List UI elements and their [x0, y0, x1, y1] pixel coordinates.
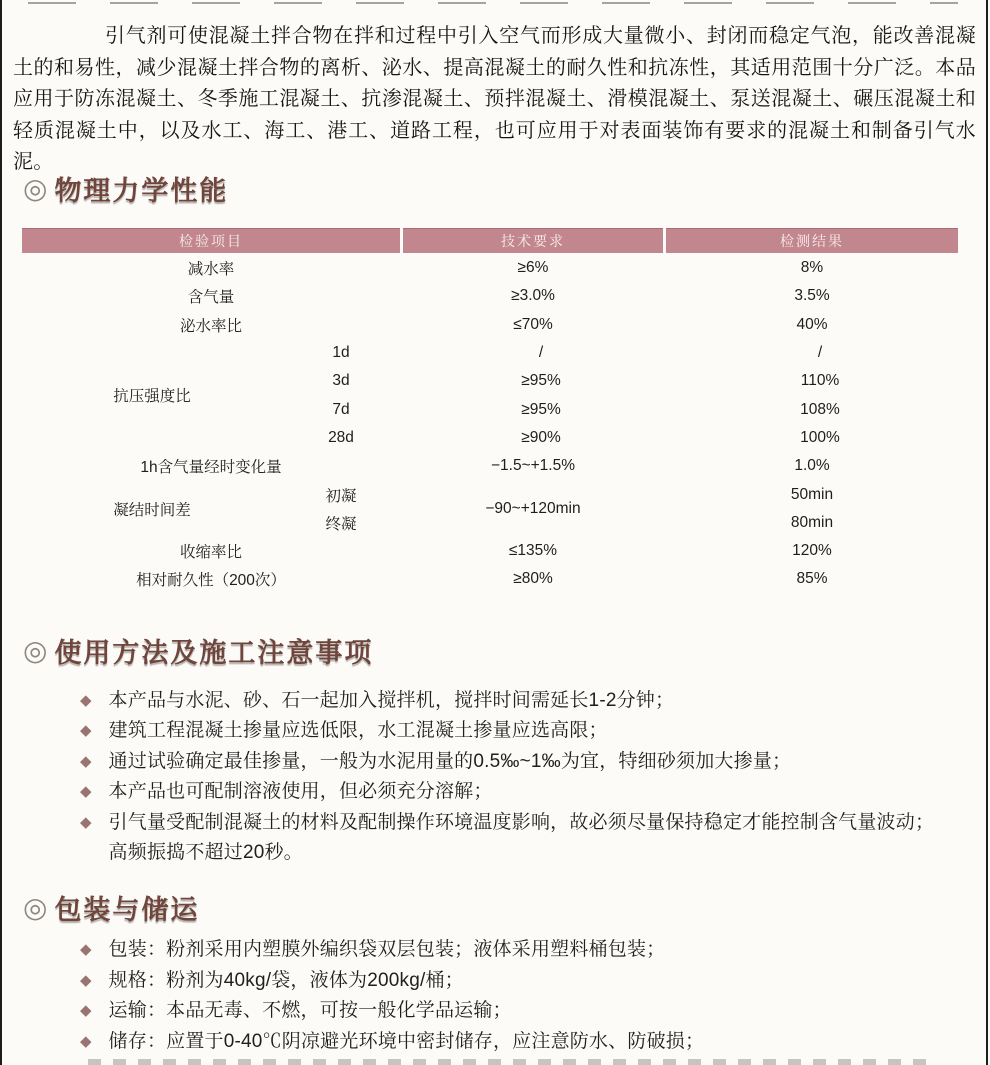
bullet-text: 通过试验确定最佳掺量，一般为水泥用量的0.5‰~1‰为宜，特细砂须加大掺量；: [108, 750, 792, 772]
cell-sub-label: 28d: [328, 428, 354, 446]
cell-result: 110%: [800, 372, 840, 390]
cell-result: 3.5%: [794, 287, 830, 305]
performance-table: [22, 228, 958, 594]
bullet-text: 包装：粉剂采用内塑膜外编织袋双层包装；液体采用塑料桶包装；: [108, 939, 666, 960]
scan-edge-right: [986, 0, 988, 1065]
double-circle-icon: ◎: [23, 172, 48, 204]
cell-requirement: ≥95%: [521, 400, 561, 418]
bullet-text: 本产品也可配制溶液使用，但必须充分溶解；: [108, 781, 493, 803]
table-header-item: 检验项目: [22, 228, 400, 253]
diamond-bullet-icon: ◆: [80, 1032, 92, 1050]
bullet-text: 本产品与水泥、砂、石一起加入搅拌机，搅拌时间需延长1-2分钟；: [108, 690, 675, 711]
diamond-bullet-icon: ◆: [80, 1002, 92, 1019]
cell-requirement: ≤135%: [508, 542, 558, 560]
cell-result: 1.0%: [794, 457, 830, 475]
table-row: [22, 282, 958, 310]
list-item: [80, 686, 951, 716]
packing-bullet-list: [80, 935, 969, 1057]
diamond-bullet-icon: ◆: [80, 813, 92, 831]
cell-group-label: 抗压强度比: [113, 388, 191, 406]
group-results: [666, 480, 958, 537]
section-title-packing: [23, 888, 199, 927]
section-title-physical: [23, 169, 228, 208]
cell-requirement: ≥6%: [517, 259, 549, 277]
intro-paragraph: 引气剂可使混凝土拌合物在拌和过程中引入空气而形成大量微小、封闭而稳定气泡，能改善混凝土的和易性，减少混凝土拌合物的离析、泌水、提高混凝土的耐久性和抗冻性，其适用范围十分广泛。本品应用于防冻混凝土、冬季施工混凝土、抗渗混凝土、预拌混凝土、滑模混凝土、泵送混凝土、碾压混凝土和轻质混凝土中，以及水工、海工、港工、道路工程，也可应用于对表面装饰有要求的混凝土和制备引气水泥。: [13, 25, 976, 173]
cell-result: /: [817, 344, 823, 362]
group-sub-labels: [282, 480, 400, 537]
list-item: [80, 966, 969, 997]
cell-result: 40%: [796, 315, 828, 333]
cutoff-text-strip: [88, 1059, 928, 1065]
cell-requirement: ≤70%: [513, 315, 553, 333]
cell-requirement: ≥3.0%: [511, 287, 555, 305]
cell-item: 减水率: [187, 261, 235, 279]
diamond-bullet-icon: ◆: [80, 722, 92, 740]
table-header-result: 检测结果: [666, 228, 958, 253]
cell-item: 1h含气量经时变化量: [140, 459, 282, 477]
section-title-text: 物理力学性能: [54, 176, 229, 206]
table-body: [22, 254, 958, 594]
cell-result: 120%: [792, 542, 832, 560]
table-header-row: [22, 228, 958, 253]
list-item: [80, 747, 951, 777]
cell-requirement: /: [538, 344, 544, 362]
cell-requirement: ≥90%: [521, 428, 561, 446]
cell-item: 含气量: [187, 289, 235, 307]
cell-sub-label: 3d: [332, 372, 350, 390]
usage-bullet-list: [80, 686, 951, 868]
cell-requirement: ≥80%: [513, 570, 553, 588]
diamond-bullet-icon: ◆: [80, 941, 92, 958]
bullet-text: 规格：粉剂为40kg/袋，液体为200kg/桶；: [108, 969, 464, 991]
double-circle-icon: ◎: [23, 634, 48, 666]
group-item-column: [22, 480, 400, 537]
cell-result: 108%: [800, 400, 840, 418]
cell-result: 50min: [790, 485, 834, 503]
cell-item: 收缩率比: [179, 544, 242, 562]
cell-requirement: −1.5~+1.5%: [490, 457, 576, 475]
cell-result: 80min: [790, 513, 834, 531]
table-row: [22, 254, 958, 282]
list-item: [80, 996, 969, 1027]
table-row-group-strength: [22, 339, 958, 452]
double-circle-icon: ◎: [23, 891, 48, 923]
cell-requirement: ≥95%: [521, 372, 561, 390]
table-header-requirement: 技术要求: [403, 228, 663, 253]
bullet-text: 建筑工程混凝土掺量应选低限，水工混凝土掺量应选高限；: [108, 720, 608, 742]
section-title-usage: [23, 631, 373, 670]
diamond-bullet-icon: ◆: [80, 971, 92, 989]
table-row-group-setting-time: [22, 480, 958, 537]
cell-requirement-span: −90~+120min: [485, 499, 581, 517]
cell-group-label: 凝结时间差: [113, 501, 191, 519]
bullet-text: 运输：本品无毒、不燃，可按一般化学品运输；: [108, 1000, 512, 1021]
table-row: [22, 565, 958, 593]
scan-edge-top: [28, 2, 958, 4]
table-row: [22, 452, 958, 480]
diamond-bullet-icon: ◆: [80, 783, 92, 801]
cell-item: 相对耐久性（200次）: [136, 572, 286, 590]
group-item-column: [22, 339, 400, 452]
table-row: [22, 311, 958, 339]
scan-edge-left: [0, 0, 2, 1065]
cell-sub-label: 1d: [332, 344, 350, 362]
list-item: [80, 935, 969, 966]
diamond-bullet-icon: ◆: [80, 692, 92, 709]
list-item: [80, 716, 951, 746]
cell-sub-label: 初凝: [325, 487, 357, 505]
cell-result: 85%: [796, 570, 828, 588]
bullet-text: 储存：应置于0-40℃阴凉避光环境中密封储存，应注意防水、防破损；: [108, 1030, 705, 1052]
list-item: [80, 777, 951, 807]
list-item: [80, 808, 951, 869]
cell-result: 100%: [800, 428, 840, 446]
section-title-text: 包装与储运: [54, 895, 200, 925]
cell-result: 8%: [800, 259, 824, 277]
cell-sub-label: 7d: [332, 400, 350, 418]
group-sub-labels: [282, 339, 400, 452]
cell-item: 泌水率比: [179, 317, 242, 335]
table-row: [22, 537, 958, 565]
section-title-text: 使用方法及施工注意事项: [54, 638, 374, 668]
list-item: [80, 1027, 969, 1058]
diamond-bullet-icon: ◆: [80, 752, 92, 770]
cell-sub-label: 终凝: [325, 515, 357, 533]
group-requirements: [403, 339, 679, 452]
group-results: [682, 339, 958, 452]
bullet-text: 引气量受配制混凝土的材料及配制操作环境温度影响，故必须尽量保持稳定才能控制含气量波动；高频振捣不超过20秒。: [108, 811, 935, 864]
